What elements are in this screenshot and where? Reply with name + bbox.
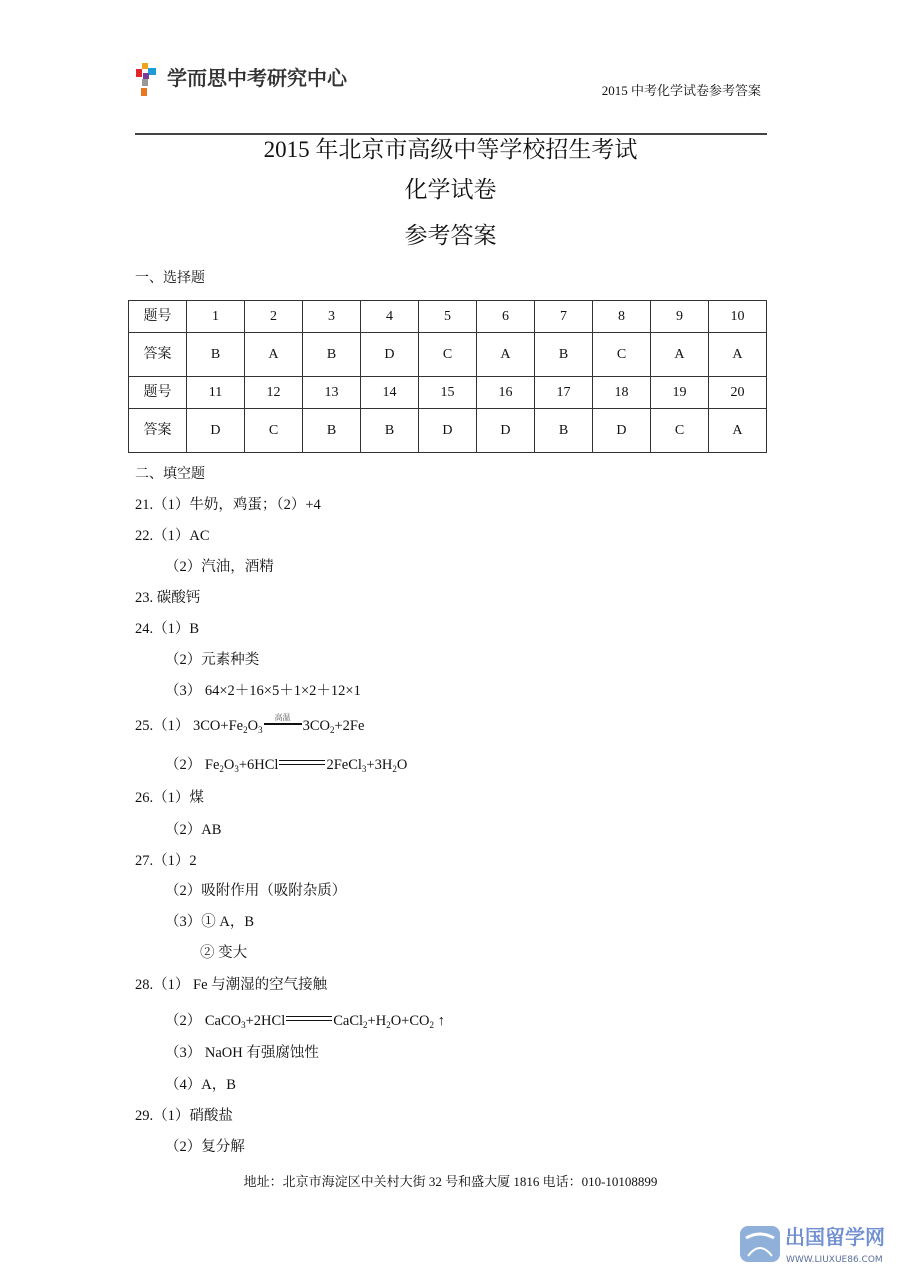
answer-text: （3） NaOH 有强腐蚀性 — [165, 1045, 319, 1061]
answer-text: 25.（1） 3CO+Fe — [135, 718, 244, 734]
answer-line — [135, 789, 204, 807]
table-cell: 17 — [534, 377, 592, 409]
answer-text: （2） CaCO — [165, 1013, 242, 1029]
answer-text: ↑ — [434, 1013, 445, 1029]
answer-text: +6HCl — [238, 757, 279, 773]
answer-text: 27.（1）2 — [135, 853, 197, 869]
answer-line — [200, 944, 247, 962]
section-fill: 二、填空题 — [135, 467, 205, 482]
answer-line — [165, 1012, 445, 1030]
watermark-url: WWW.LIUXUE86.COM — [786, 1255, 883, 1265]
answer-line — [135, 1107, 233, 1125]
answer-line — [135, 589, 200, 607]
watermark-icon — [740, 1226, 780, 1262]
subscript: 2 — [392, 764, 397, 774]
answer-text: +H — [367, 1013, 387, 1029]
answer-text: +2HCl — [245, 1013, 286, 1029]
answer-title: 参考答案 — [404, 223, 497, 248]
table-cell: C — [418, 333, 476, 377]
table-cell: C — [244, 409, 302, 453]
answer-line — [135, 976, 327, 994]
header-divider — [135, 133, 767, 135]
answer-text: ② 变大 — [200, 945, 248, 961]
table-cell: B — [302, 409, 360, 453]
subscript: 3 — [258, 725, 263, 735]
answer-text: （3） 64×2＋16×5＋1×2＋12×1 — [165, 683, 361, 699]
table-cell: 16 — [476, 377, 534, 409]
answer-line — [165, 558, 274, 576]
subscript: 2 — [329, 725, 335, 735]
table-cell: 4 — [360, 301, 418, 333]
subscript: 2 — [243, 725, 248, 735]
table-row — [129, 333, 767, 377]
table-cell: A — [708, 409, 766, 453]
section-choice: 一、选择题 — [135, 271, 205, 286]
table-cell: 7 — [534, 301, 592, 333]
footer-address: 地址：北京市海淀区中关村大街 32 号和盛大厦 1816 电话：010-10108899 — [243, 1174, 658, 1189]
answer-text: O — [247, 718, 259, 734]
subscript: 2 — [363, 1020, 368, 1030]
table-cell: D — [187, 409, 245, 453]
table-row — [129, 409, 767, 453]
answer-text: 23. 碳酸钙 — [135, 590, 201, 606]
subscript: 2 — [386, 1020, 391, 1030]
answer-text: （3）① A，B — [165, 914, 255, 930]
answer-text: （2）汽油，酒精 — [165, 559, 274, 575]
table-cell: 8 — [592, 301, 650, 333]
answer-text: +2Fe — [334, 718, 365, 734]
table-cell: 10 — [708, 301, 766, 333]
table-cell: 5 — [418, 301, 476, 333]
table-cell: D — [592, 409, 650, 453]
table-cell: 6 — [476, 301, 534, 333]
table-cell: 2 — [244, 301, 302, 333]
table-cell: A — [650, 333, 708, 377]
answer-text: CaCl — [333, 1013, 364, 1029]
answer-line — [135, 852, 197, 870]
answer-text: O — [223, 757, 235, 773]
answer-text: （2） Fe — [165, 757, 220, 773]
equals-sign — [286, 1016, 332, 1021]
table-cell: 9 — [650, 301, 708, 333]
table-cell: B — [360, 409, 418, 453]
table-cell: A — [476, 333, 534, 377]
answer-line — [165, 651, 259, 669]
table-cell: A — [244, 333, 302, 377]
answer-text: 26.（1）煤 — [135, 790, 204, 806]
logo-icon — [136, 63, 160, 97]
answer-line — [165, 682, 361, 700]
exam-title: 2015 年北京市高级中等学校招生考试 — [263, 137, 638, 162]
answer-text: 29.（1）硝酸盐 — [135, 1108, 233, 1124]
answer-text: 22.（1）AC — [135, 528, 210, 544]
answer-text: （2）元素种类 — [165, 652, 260, 668]
subject-title: 化学试卷 — [404, 177, 497, 202]
answer-line — [135, 527, 210, 545]
row-label: 题号 — [129, 377, 187, 409]
table-cell: 19 — [650, 377, 708, 409]
answer-text: O+CO — [390, 1013, 430, 1029]
answer-line — [165, 756, 407, 774]
answer-text: （4）A，B — [165, 1077, 236, 1093]
reaction-arrow — [264, 713, 302, 726]
table-cell: D — [476, 409, 534, 453]
table-row — [129, 301, 767, 333]
table-cell: C — [592, 333, 650, 377]
answer-line — [165, 1044, 319, 1062]
answer-line — [135, 713, 365, 735]
table-cell: D — [418, 409, 476, 453]
table-row — [129, 377, 767, 409]
subscript: 3 — [234, 764, 239, 774]
header-title: 2015 中考化学试卷参考答案 — [601, 83, 761, 98]
subscript: 2 — [429, 1020, 434, 1030]
table-cell: 20 — [708, 377, 766, 409]
equals-sign — [279, 760, 325, 765]
answer-text: +3H — [366, 757, 393, 773]
table-cell: 11 — [187, 377, 245, 409]
subscript: 3 — [361, 764, 367, 774]
answer-line — [165, 1076, 236, 1094]
answer-line — [135, 496, 321, 514]
answer-text: （2）吸附作用（吸附杂质） — [165, 883, 347, 899]
row-label: 答案 — [129, 409, 187, 453]
answer-line — [165, 821, 221, 839]
subscript: 3 — [241, 1020, 246, 1030]
logo-text: 学而思中考研究中心 — [167, 66, 347, 90]
answer-line — [165, 1138, 245, 1156]
answer-text: 21.（1）牛奶，鸡蛋；（2）+4 — [135, 497, 321, 513]
watermark-text: 出国留学网 — [785, 1225, 885, 1249]
table-cell: A — [708, 333, 766, 377]
table-cell: 13 — [302, 377, 360, 409]
answer-text: 3CO — [302, 718, 330, 734]
table-cell: B — [534, 409, 592, 453]
answer-line — [165, 913, 254, 931]
table-cell: C — [650, 409, 708, 453]
table-cell: D — [360, 333, 418, 377]
table-cell: 12 — [244, 377, 302, 409]
answer-table — [128, 300, 767, 453]
answer-text: 2FeCl — [326, 757, 362, 773]
table-cell: 15 — [418, 377, 476, 409]
table-cell: B — [534, 333, 592, 377]
table-cell: 1 — [187, 301, 245, 333]
answer-line — [165, 882, 346, 900]
answer-line — [135, 620, 199, 638]
row-label: 答案 — [129, 333, 187, 377]
answer-text: 28.（1） Fe 与潮湿的空气接触 — [135, 977, 328, 993]
table-cell: 18 — [592, 377, 650, 409]
table-cell: B — [302, 333, 360, 377]
reaction-condition: 高温 — [274, 713, 291, 722]
answer-text: （2）复分解 — [165, 1139, 245, 1155]
answer-text: （2）AB — [165, 822, 222, 838]
table-cell: 14 — [360, 377, 418, 409]
row-label: 题号 — [129, 301, 187, 333]
answer-text: O — [396, 757, 408, 773]
subscript: 2 — [219, 764, 224, 774]
table-cell: B — [187, 333, 245, 377]
answer-text: 24.（1）B — [135, 621, 200, 637]
table-cell: 3 — [302, 301, 360, 333]
